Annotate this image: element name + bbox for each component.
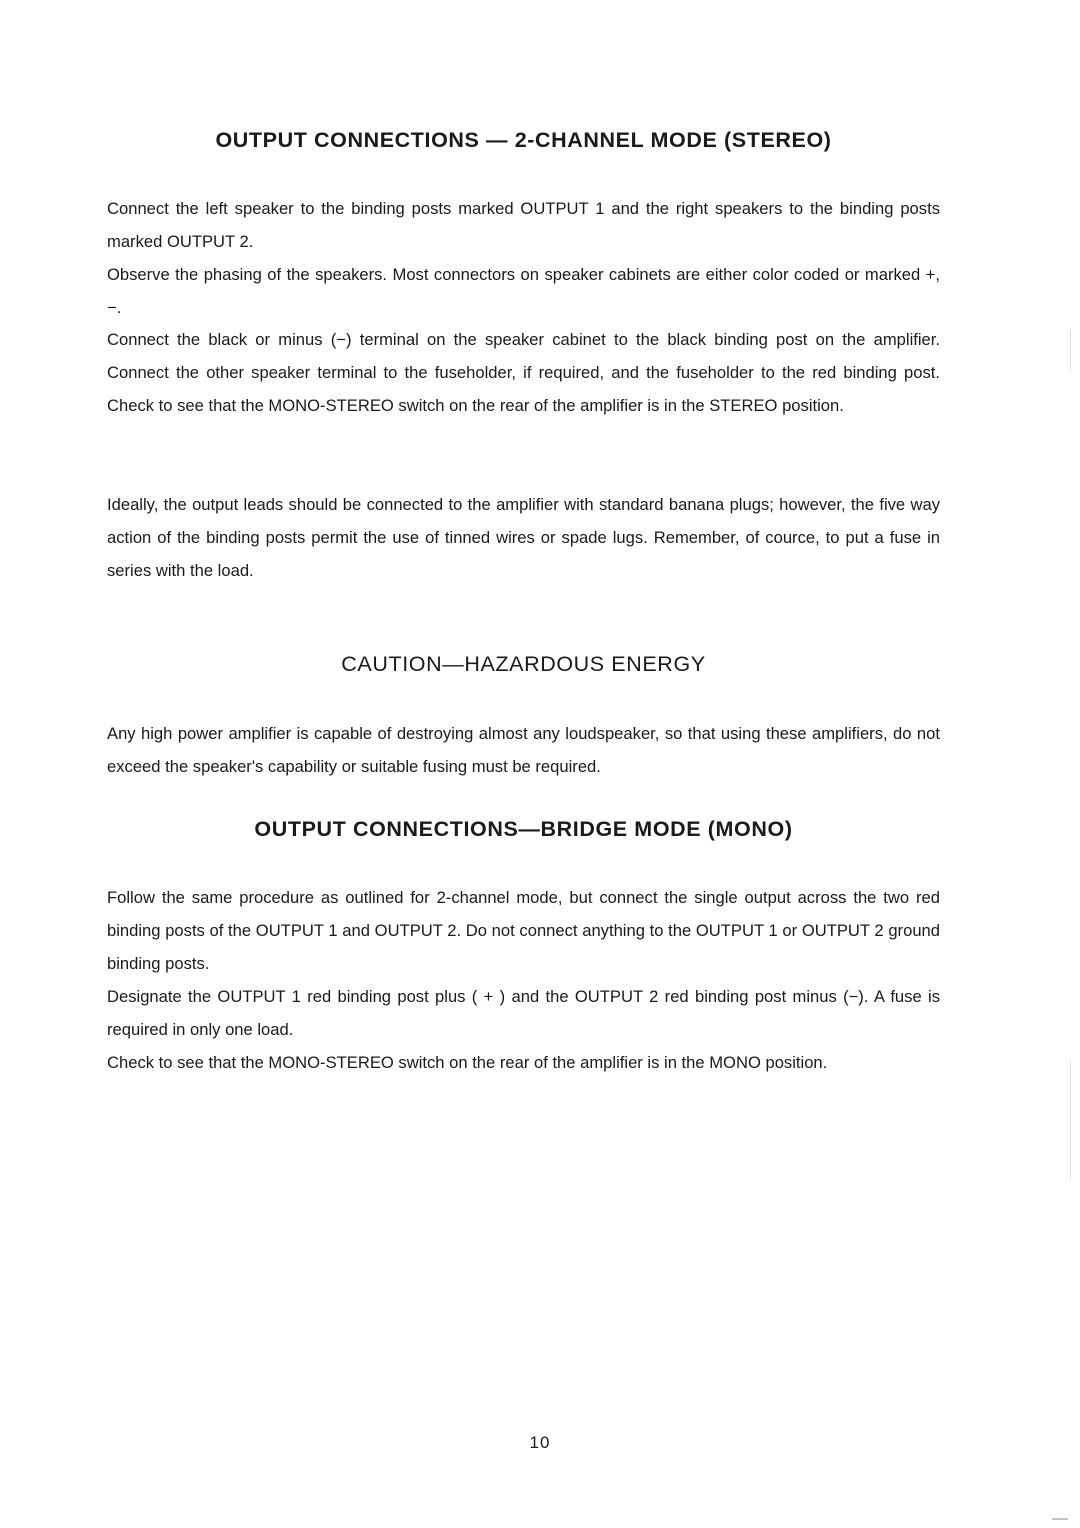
section-heading-caution: CAUTION—HAZARDOUS ENERGY bbox=[341, 652, 706, 676]
paragraph-mono-1: Follow the same procedure as outlined for 2-channel mode, but connect the single output across the two red binding posts of the OUTPUT 1 and OUTPUT 2. Do not connect anything to the OUTPUT 1 or OUTPUT 2 ground binding posts. bbox=[107, 888, 940, 973]
scan-artifact bbox=[1070, 1060, 1071, 1180]
paragraph-mono-2: Designate the OUTPUT 1 red binding post plus ( + ) and the OUTPUT 2 red binding post minus (−). A fuse is required in only one load. bbox=[107, 987, 940, 1039]
page-number: 10 bbox=[529, 1433, 551, 1452]
paragraph-caution-1: Any high power amplifier is capable of destroying almost any loudspeaker, so that using these amplifiers, do not exceed the speaker's capability or suitable fusing must be required. bbox=[107, 724, 940, 776]
section-heading-stereo: OUTPUT CONNECTIONS — 2-CHANNEL MODE (STEREO) bbox=[215, 128, 832, 152]
paragraph-stereo-3: Connect the black or minus (−) terminal on the speaker cabinet to the black binding post on the amplifier. Connect the other speaker terminal to the fuseholder, if required, and the fuseholder to the red binding post. Check to see that the MONO-STEREO switch on the rear of the amplifier is in the STEREO position. bbox=[107, 330, 940, 415]
paragraph-stereo-4: Ideally, the output leads should be connected to the amplifier with standard banana plugs; however, the five way action of the binding posts permit the use of tinned wires or spade lugs. Remember, of cource, to put a fuse in series with the load. bbox=[107, 495, 940, 580]
section-heading-mono: OUTPUT CONNECTIONS—BRIDGE MODE (MONO) bbox=[254, 817, 793, 841]
paragraph-stereo-1: Connect the left speaker to the binding posts marked OUTPUT 1 and the right speakers to the binding posts marked OUTPUT 2. bbox=[107, 199, 940, 251]
paragraph-stereo-2: Observe the phasing of the speakers. Most connectors on speaker cabinets are either color coded or marked +, −. bbox=[107, 265, 940, 317]
scan-artifact bbox=[1052, 1518, 1068, 1520]
scan-artifact bbox=[1070, 330, 1071, 370]
paragraph-mono-3: Check to see that the MONO-STEREO switch on the rear of the amplifier is in the MONO position. bbox=[107, 1053, 828, 1072]
